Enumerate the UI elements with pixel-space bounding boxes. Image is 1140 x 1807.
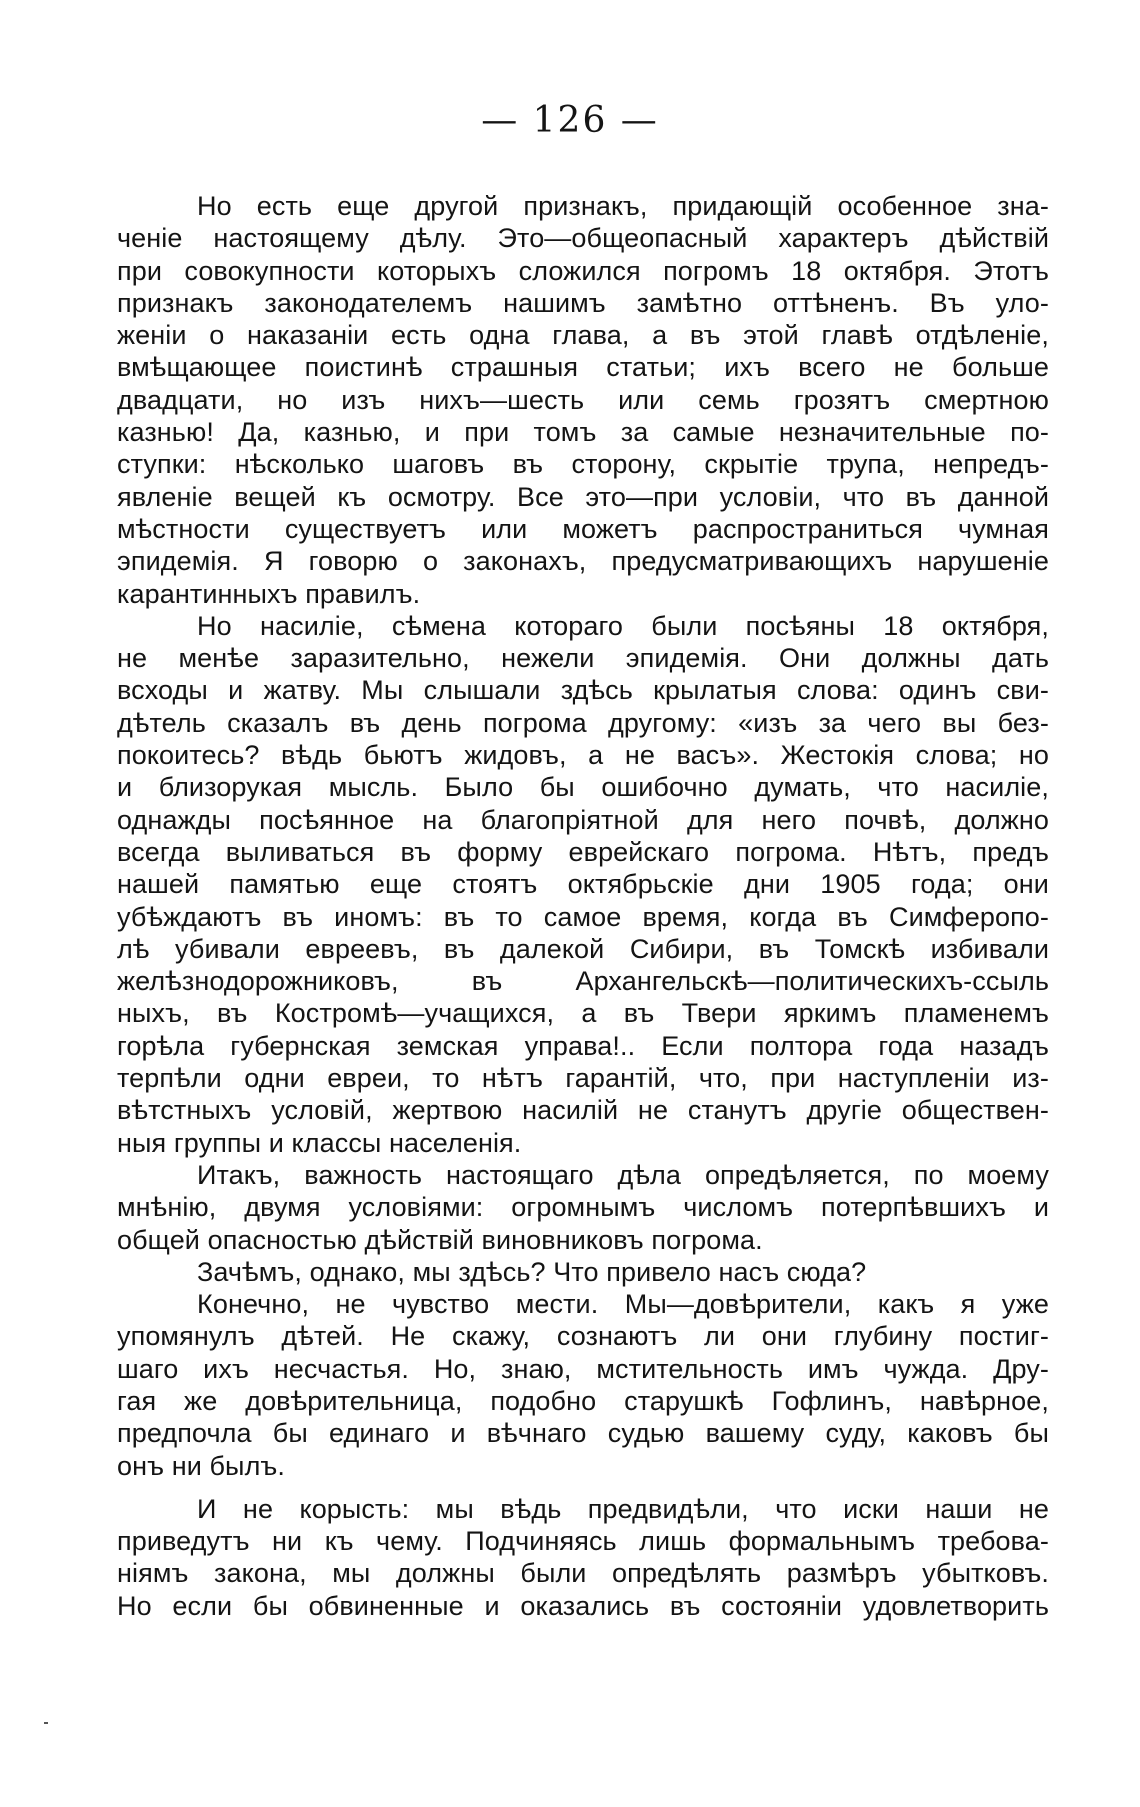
text-line: карантинныхъ правилъ. bbox=[117, 578, 421, 609]
text-line: женіи о наказаніи есть одна глава, а въ этой главѣ отдѣленіе, bbox=[117, 320, 1049, 351]
text-line: онъ ни былъ. bbox=[117, 1450, 285, 1481]
text-line: Зачѣмъ, однако, мы здѣсь? Что привело насъ сюда? bbox=[197, 1256, 867, 1287]
text-line: вѣтстныхъ условій, жертвою насилій не станутъ другіе обществен- bbox=[117, 1095, 1049, 1126]
text-line: терпѣли одни евреи, то нѣтъ гарантій, что, при наступленіи из- bbox=[117, 1063, 1049, 1094]
paragraph-2 bbox=[117, 610, 1049, 1159]
text-line: ніямъ закона, мы должны были опредѣлять размѣръ убытковъ. bbox=[117, 1558, 1049, 1589]
text-line: ченіе настоящему дѣлу. Это—общеопасный характеръ дѣйствій bbox=[117, 223, 1049, 254]
text-line: всегда выливаться въ форму еврейскаго погрома. Нѣтъ, предъ bbox=[117, 836, 1049, 867]
paragraph-6 bbox=[117, 1493, 1049, 1622]
scan-speck bbox=[44, 1722, 48, 1724]
text-line: И не корысть: мы вѣдь предвидѣли, что иски наши не bbox=[197, 1493, 1049, 1524]
text-line: приведутъ ни къ чему. Подчиняясь лишь формальнымъ требова- bbox=[117, 1526, 1049, 1557]
text-line: и близорукая мысль. Было бы ошибочно думать, что насиліе, bbox=[117, 772, 1049, 803]
text-line: Но насиліе, сѣмена котораго были посѣяны 18 октября, bbox=[197, 610, 1049, 641]
text-line: упомянулъ дѣтей. Не скажу, сознаютъ ли они глубину постиг- bbox=[117, 1321, 1049, 1352]
text-line: предпочла бы единаго и вѣчнаго судью вашему суду, каковъ бы bbox=[117, 1418, 1049, 1449]
text-line: убѣждаютъ въ иномъ: въ то самое время, когда въ Симферопо- bbox=[117, 901, 1049, 932]
text-line: нашей памятью еще стоятъ октябрьскіе дни 1905 года; они bbox=[117, 869, 1049, 900]
text-line: двадцати, но изъ нихъ—шесть или семь грозятъ смертною bbox=[117, 384, 1049, 415]
text-line: общей опасностью дѣйствій виновниковъ погрома. bbox=[117, 1224, 763, 1255]
text-line: признакъ законодателемъ нашимъ замѣтно оттѣненъ. Въ уло- bbox=[117, 287, 1049, 318]
text-line: гая же довѣрительница, подобно старушкѣ Гофлинъ, навѣрное, bbox=[117, 1385, 1049, 1416]
text-line: мѣстности существуетъ или можетъ распространиться чумная bbox=[117, 513, 1049, 544]
text-line: мнѣнію, двумя условіями: огромнымъ числомъ потерпѣвшихъ и bbox=[117, 1192, 1049, 1223]
text-line: ныя группы и классы населенія. bbox=[117, 1127, 522, 1158]
text-line: ныхъ, въ Костромѣ—учащихся, а въ Твери яркимъ пламенемъ bbox=[117, 998, 1049, 1029]
text-line: казнью! Да, казнью, и при томъ за самые незначительные по- bbox=[117, 417, 1049, 448]
text-line: Конечно, не чувство мести. Мы—довѣрители, какъ я уже bbox=[197, 1289, 1049, 1320]
text-line: дѣтель сказалъ въ день погрома другому: «изъ за чего вы без- bbox=[117, 707, 1049, 738]
text-line: Но если бы обвиненные и оказались въ состояніи удовлетворить bbox=[117, 1590, 1049, 1621]
text-line: Но есть еще другой признакъ, придающій особенное зна- bbox=[197, 191, 1049, 221]
text-line: однажды посѣянное на благопріятной для него почвѣ, должно bbox=[117, 804, 1049, 835]
page-number: — 126 — bbox=[481, 100, 659, 141]
text-line: всходы и жатву. Мы слышали здѣсь крылатыя слова: одинъ сви- bbox=[117, 675, 1049, 706]
text-line: шаго ихъ несчастья. Но, знаю, мстительность имъ чужда. Дру- bbox=[117, 1353, 1049, 1384]
text-line: горѣла губернская земская управа!.. Если полтора года назадъ bbox=[117, 1030, 1049, 1061]
text-line: эпидемія. Я говорю о законахъ, предусматривающихъ нарушеніе bbox=[117, 546, 1049, 577]
text-line: Итакъ, важность настоящаго дѣла опредѣляется, по моему bbox=[197, 1159, 1049, 1190]
text-line: при совокупности которыхъ сложился погромъ 18 октября. Этотъ bbox=[117, 255, 1049, 286]
paragraph-3 bbox=[117, 1159, 1049, 1256]
paragraph-1 bbox=[117, 190, 1049, 610]
text-line: покоитесь? вѣдь бьютъ жидовъ, а не васъ». Жестокія слова; но bbox=[117, 740, 1049, 771]
text-line: лѣ убивали евреевъ, въ далекой Сибири, въ Томскѣ избивали bbox=[117, 933, 1049, 964]
body-text bbox=[117, 190, 1049, 1622]
paragraph-4 bbox=[117, 1256, 1049, 1288]
text-line: желѣзнодорожниковъ, въ Архангельскѣ—политическихъ-ссыль bbox=[117, 966, 1049, 997]
text-line: не менѣе заразительно, нежели эпидемія. Они должны дать bbox=[117, 643, 1049, 674]
text-line: явленіе вещей къ осмотру. Все это—при условіи, что въ данной bbox=[117, 481, 1049, 512]
text-line: вмѣщающее поистинѣ страшныя статьи; ихъ всего не больше bbox=[117, 352, 1049, 383]
text-line: ступки: нѣсколько шаговъ въ сторону, скрытіе трупа, непредъ- bbox=[117, 449, 1049, 480]
paragraph-5 bbox=[117, 1288, 1049, 1482]
